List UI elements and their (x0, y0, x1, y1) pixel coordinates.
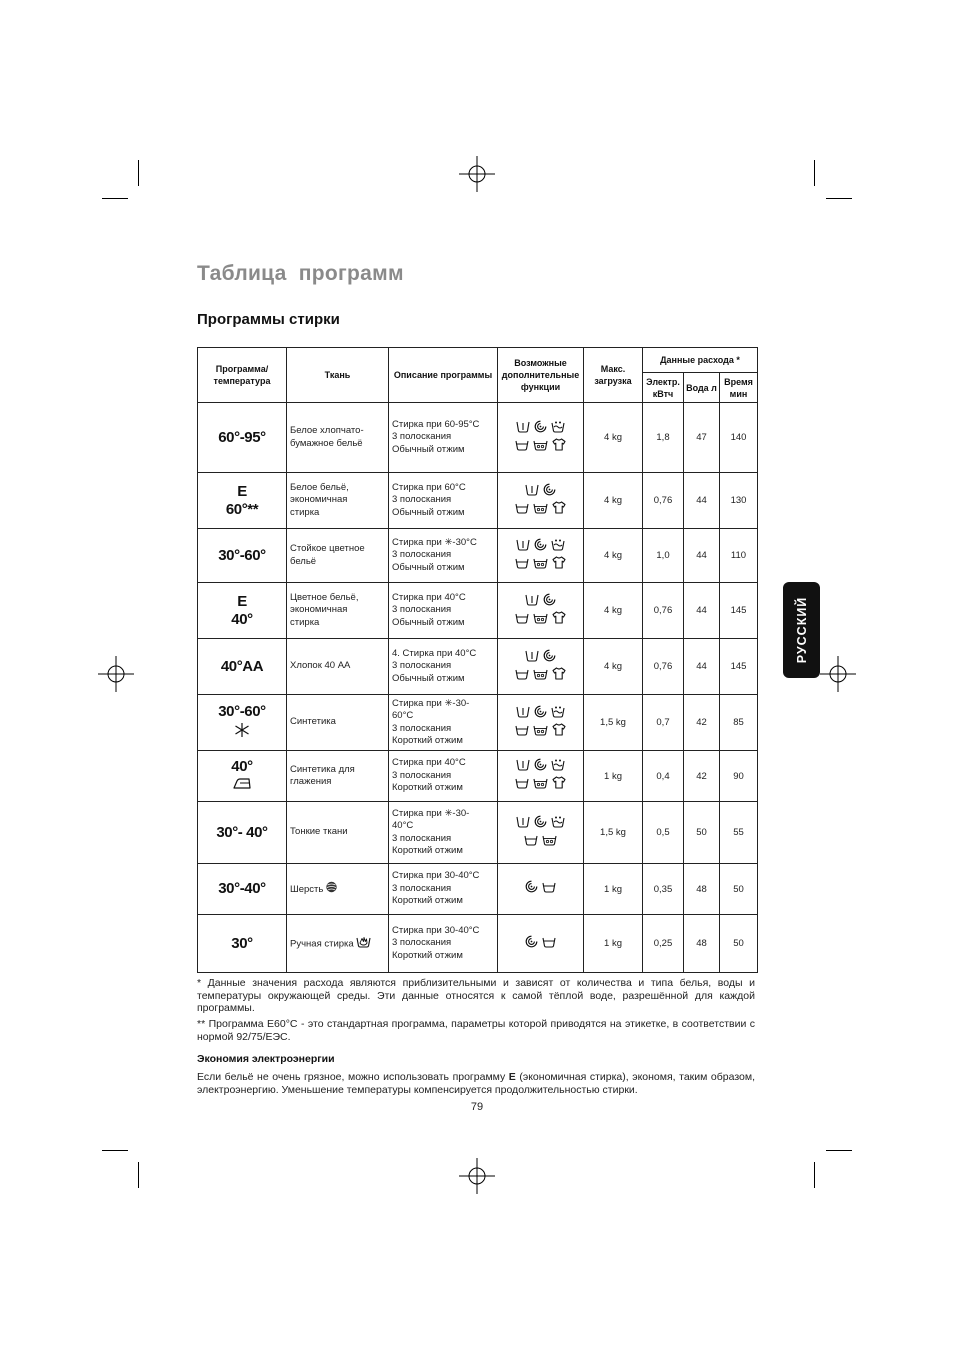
handwash-icon (356, 935, 371, 953)
footnote-standard-program: ** Программа Е60°C - это стандартная программа, параметры которой приводятся на этикетке, в соответствии с нормой 92/75/ЕЭС. (197, 1018, 755, 1043)
program-cell (198, 403, 287, 473)
fabric-text: Синтетика для (290, 763, 355, 775)
shirt-icon (552, 556, 566, 574)
program-cell (198, 802, 287, 864)
programs-table (197, 347, 758, 973)
description-line: 3 полоскания (392, 832, 452, 844)
program-cell (198, 639, 287, 695)
description-line: Стирка при 30-40°C (392, 870, 480, 882)
functions-row (498, 880, 583, 898)
fabric-line (290, 935, 388, 953)
fabric-cell (287, 864, 389, 915)
functions-row (498, 556, 583, 574)
fabric-text: бельё (290, 555, 317, 567)
spin-icon (543, 593, 556, 611)
table-row (198, 529, 758, 583)
functions-row (498, 758, 583, 776)
header-energy: Электр. кВтч (643, 373, 684, 403)
half-load-icon (515, 776, 529, 794)
description-cell (389, 473, 498, 529)
description-line: Обычный отжим (392, 672, 465, 684)
description-line: 60°C (392, 710, 414, 721)
description-line: Стирка при ✳-30- (392, 697, 470, 709)
section-title: Программы стирки (197, 311, 340, 328)
spin-icon (543, 483, 556, 501)
fabric-text: Тонкие ткани (290, 826, 348, 838)
energy-cell: 0,5 (643, 802, 684, 864)
spin-icon (525, 935, 538, 953)
fabric-text: стирка (290, 616, 320, 628)
max-load-cell: 1 kg (584, 751, 643, 802)
header-fabric: Ткань (287, 348, 389, 403)
description-line: 3 полоскания (392, 882, 452, 894)
fabric-line (290, 617, 388, 630)
table-row (198, 751, 758, 802)
fabric-text: Ручная стирка (290, 938, 354, 950)
energy-cell: 0,76 (643, 639, 684, 695)
spin-icon (534, 538, 547, 556)
rinse-hold-icon (551, 420, 565, 438)
fabric-cell (287, 529, 389, 583)
fabric-line (290, 438, 388, 451)
fabric-text: Белое хлопчато- (290, 425, 364, 436)
shirt-icon (552, 723, 566, 741)
max-load-cell: 4 kg (584, 473, 643, 529)
header-functions: Возможные дополнительные функции (498, 348, 584, 403)
economy-text-part: (экономичная стирка), экономя, таким образом, электроэнергию. Уменьшение температуры компенсируется продолжительностью стирки. (197, 1071, 755, 1096)
half-load-icon (515, 723, 529, 741)
rinse-hold-icon (551, 815, 565, 833)
description-cell (389, 915, 498, 973)
description-cell (389, 802, 498, 864)
fabric-cell (287, 639, 389, 695)
water-cell: 48 (684, 864, 720, 915)
description-cell (389, 529, 498, 583)
description-line: 40°C (392, 820, 414, 831)
water-cell: 42 (684, 695, 720, 751)
water-cell: 42 (684, 751, 720, 802)
functions-row (498, 611, 583, 629)
time-cell: 145 (720, 583, 758, 639)
spin-icon (525, 880, 538, 898)
stain-icon (533, 556, 548, 574)
program-temperature: E (237, 592, 247, 610)
program-temperature: 60°-95° (218, 428, 266, 446)
description-line: 3 полоскания (392, 937, 452, 949)
prewash-icon (516, 705, 530, 723)
crop-mark (814, 160, 815, 186)
water-cell: 48 (684, 915, 720, 973)
fabric-cell (287, 915, 389, 973)
program-temperature: 30°- 40° (216, 823, 268, 841)
functions-cell (498, 529, 584, 583)
description-line: Стирка при 30-40°C (392, 924, 480, 936)
half-load-icon (515, 667, 529, 685)
fabric-line (290, 826, 388, 839)
functions-cell (498, 802, 584, 864)
half-load-icon (542, 935, 556, 953)
fabric-line (290, 604, 388, 617)
time-cell: 130 (720, 473, 758, 529)
description-cell (389, 583, 498, 639)
energy-cell: 0,4 (643, 751, 684, 802)
language-tab-label: РУССКИЙ (794, 596, 809, 664)
stain-icon (533, 611, 548, 629)
fabric-line (290, 592, 388, 605)
description-line: 3 полоскания (392, 660, 452, 672)
crop-mark (814, 1162, 815, 1188)
energy-cell: 0,7 (643, 695, 684, 751)
economy-text-part: Если бельё не очень грязное, можно использовать программу (197, 1071, 509, 1083)
half-load-icon (515, 501, 529, 519)
header-program: Программа/ температура (198, 348, 287, 403)
description-line: Короткий отжим (392, 735, 463, 746)
shirt-icon (552, 611, 566, 629)
description-cell (389, 864, 498, 915)
half-load-icon (515, 556, 529, 574)
program-cell (198, 751, 287, 802)
fabric-line (290, 482, 388, 495)
program-cell (198, 695, 287, 751)
description-line: Обычный отжим (392, 561, 465, 573)
functions-row (498, 593, 583, 611)
description-cell (389, 403, 498, 473)
crop-mark (826, 1150, 852, 1151)
registration-mark-icon (820, 656, 856, 692)
fabric-line (290, 543, 388, 556)
functions-row (498, 935, 583, 953)
crop-mark (102, 1150, 128, 1151)
fabric-line (290, 494, 388, 507)
energy-cell: 1,8 (643, 403, 684, 473)
description-line: Стирка при ✳-30°C (392, 536, 477, 548)
shirt-icon (552, 667, 566, 685)
registration-mark-icon (459, 156, 495, 192)
fabric-line (290, 776, 388, 789)
fabric-cell (287, 695, 389, 751)
fabric-cell (287, 802, 389, 864)
functions-cell (498, 639, 584, 695)
page-number: 79 (470, 1101, 484, 1113)
description-line: Стирка при 60-95°C (392, 418, 480, 430)
functions-cell (498, 915, 584, 973)
prewash-icon (516, 758, 530, 776)
fabric-cell (287, 583, 389, 639)
registration-mark-icon (459, 1158, 495, 1194)
fabric-line (290, 764, 388, 777)
half-load-icon (524, 833, 538, 851)
functions-row (498, 667, 583, 685)
header-consumption: Данные расхода * (643, 348, 758, 373)
fabric-text: Стойкое цветное (290, 543, 365, 554)
functions-row (498, 420, 583, 438)
description-line: 3 полоскания (392, 549, 452, 561)
half-load-icon (515, 438, 529, 456)
water-cell: 44 (684, 473, 720, 529)
functions-row (498, 649, 583, 667)
functions-row (498, 833, 583, 851)
footnote-consumption: * Данные значения расхода являются приблизительными и зависят от количества и типа белья, воды и температуры окружающей среды. Эти данные относятся к самой тёплой воде, разрешённой для каждой программы. (197, 977, 755, 1014)
table-row (198, 695, 758, 751)
description-line: Стирка при 40°C (392, 757, 466, 769)
half-load-icon (542, 880, 556, 898)
time-cell: 140 (720, 403, 758, 473)
prewash-icon (516, 420, 530, 438)
water-cell: 47 (684, 403, 720, 473)
spin-icon (543, 649, 556, 667)
header-water: Вода л (684, 373, 720, 403)
half-load-icon (515, 611, 529, 629)
program-cell (198, 583, 287, 639)
spin-icon (534, 705, 547, 723)
description-line: Обычный отжим (392, 616, 465, 628)
program-cell (198, 473, 287, 529)
header-time: Время мин (720, 373, 758, 403)
functions-cell (498, 583, 584, 639)
fabric-text: Синтетика (290, 716, 336, 728)
energy-cell: 0,76 (643, 473, 684, 529)
max-load-cell: 1,5 kg (584, 695, 643, 751)
fabric-line (290, 881, 388, 898)
description-line: 3 полоскания (392, 604, 452, 616)
description-cell (389, 695, 498, 751)
table-row (198, 864, 758, 915)
max-load-cell: 1,5 kg (584, 802, 643, 864)
page-title: Таблица программ (197, 262, 404, 285)
stain-icon (533, 776, 548, 794)
rinse-hold-icon (551, 705, 565, 723)
max-load-cell: 1 kg (584, 915, 643, 973)
shirt-icon (552, 438, 566, 456)
cold-icon (198, 722, 286, 743)
fabric-text: экономичная (290, 494, 348, 506)
energy-cell: 0,25 (643, 915, 684, 973)
functions-cell (498, 473, 584, 529)
economy-text (197, 1071, 755, 1096)
stain-icon (533, 501, 548, 519)
time-cell: 145 (720, 639, 758, 695)
description-line: Короткий отжим (392, 782, 463, 794)
program-temperature-line2: 60°** (225, 500, 259, 518)
functions-cell (498, 695, 584, 751)
fabric-text: глажения (290, 776, 332, 787)
description-line: Стирка при 60°C (392, 481, 466, 493)
prewash-icon (525, 649, 539, 667)
program-temperature: 40° (231, 757, 253, 775)
time-cell: 90 (720, 751, 758, 802)
table-row (198, 403, 758, 473)
shirt-icon (552, 501, 566, 519)
fabric-cell (287, 751, 389, 802)
registration-mark-icon (98, 656, 134, 692)
description-line: Короткий отжим (392, 895, 463, 907)
fabric-text: бумажное бельё (290, 437, 363, 449)
water-cell: 44 (684, 583, 720, 639)
fabric-line (290, 660, 388, 673)
rinse-hold-icon (551, 758, 565, 776)
description-cell (389, 751, 498, 802)
functions-row (498, 438, 583, 456)
time-cell: 50 (720, 864, 758, 915)
iron-icon (198, 777, 286, 795)
economy-text-bold: E (508, 1071, 516, 1083)
header-description: Описание программы (389, 348, 498, 403)
program-cell (198, 915, 287, 973)
program-temperature: 30° (231, 934, 253, 952)
max-load-cell: 4 kg (584, 639, 643, 695)
max-load-cell: 4 kg (584, 529, 643, 583)
fabric-cell (287, 473, 389, 529)
max-load-cell: 1 kg (584, 864, 643, 915)
water-cell: 50 (684, 802, 720, 864)
stain-icon (542, 833, 557, 851)
wool-icon (325, 881, 338, 898)
table-row (198, 583, 758, 639)
fabric-line (290, 556, 388, 569)
program-temperature-line2: 40° (231, 610, 253, 628)
max-load-cell: 4 kg (584, 583, 643, 639)
functions-row (498, 705, 583, 723)
description-cell (389, 639, 498, 695)
fabric-text: Белое бельё, (290, 481, 349, 493)
fabric-line (290, 507, 388, 520)
description-line: Короткий отжим (392, 845, 463, 856)
language-tab (783, 582, 820, 678)
functions-row (498, 501, 583, 519)
fabric-line (290, 716, 388, 729)
description-line: Обычный отжим (392, 506, 465, 518)
stain-icon (533, 667, 548, 685)
description-line: Стирка при ✳-30- (392, 807, 470, 819)
energy-cell: 0,35 (643, 864, 684, 915)
functions-row (498, 538, 583, 556)
program-temperature: 30°-60° (218, 702, 266, 720)
description-line: Короткий отжим (392, 949, 463, 961)
fabric-line (290, 425, 388, 438)
program-temperature: 40°AA (220, 657, 264, 675)
energy-cell: 1,0 (643, 529, 684, 583)
description-line: Стирка при 40°C (392, 591, 466, 603)
time-cell: 110 (720, 529, 758, 583)
spin-icon (534, 420, 547, 438)
functions-row (498, 776, 583, 794)
functions-cell (498, 751, 584, 802)
energy-cell: 0,76 (643, 583, 684, 639)
program-temperature: E (237, 482, 247, 500)
time-cell: 50 (720, 915, 758, 973)
fabric-text: экономичная (290, 604, 348, 616)
time-cell: 85 (720, 695, 758, 751)
description-line: 3 полоскания (392, 769, 452, 781)
spin-icon (534, 758, 547, 776)
header-max-load: Макс. загрузка (584, 348, 643, 403)
stain-icon (533, 723, 548, 741)
fabric-text: Цветное бельё, (290, 591, 359, 603)
functions-cell (498, 403, 584, 473)
prewash-icon (516, 815, 530, 833)
table-row (198, 802, 758, 864)
table-row (198, 639, 758, 695)
crop-mark (826, 198, 852, 199)
fabric-text: Шерсть (290, 883, 324, 895)
shirt-icon (552, 776, 566, 794)
economy-title: Экономия электроэнергии (197, 1053, 335, 1065)
prewash-icon (516, 538, 530, 556)
water-cell: 44 (684, 529, 720, 583)
description-line: 3 полоскания (392, 431, 452, 443)
stain-icon (533, 438, 548, 456)
functions-row (498, 815, 583, 833)
max-load-cell: 4 kg (584, 403, 643, 473)
fabric-text: Хлопок 40 АА (290, 660, 351, 672)
time-cell: 55 (720, 802, 758, 864)
program-temperature: 30°-40° (218, 880, 266, 897)
program-cell (198, 529, 287, 583)
crop-mark (138, 160, 139, 186)
table-row (198, 915, 758, 973)
functions-row (498, 723, 583, 741)
spin-icon (534, 815, 547, 833)
table-row (198, 473, 758, 529)
description-line: 3 полоскания (392, 494, 452, 506)
prewash-icon (525, 593, 539, 611)
description-line: 4. Стирка при 40°C (392, 647, 477, 659)
fabric-text: стирка (290, 506, 320, 518)
description-line: Обычный отжим (392, 443, 465, 455)
prewash-icon (525, 483, 539, 501)
water-cell: 44 (684, 639, 720, 695)
program-cell (198, 864, 287, 915)
crop-mark (102, 198, 128, 199)
functions-row (498, 483, 583, 501)
rinse-hold-icon (551, 538, 565, 556)
fabric-cell (287, 403, 389, 473)
crop-mark (138, 1162, 139, 1188)
program-temperature: 30°-60° (218, 546, 266, 564)
functions-cell (498, 864, 584, 915)
description-line: 3 полоскания (392, 722, 452, 734)
